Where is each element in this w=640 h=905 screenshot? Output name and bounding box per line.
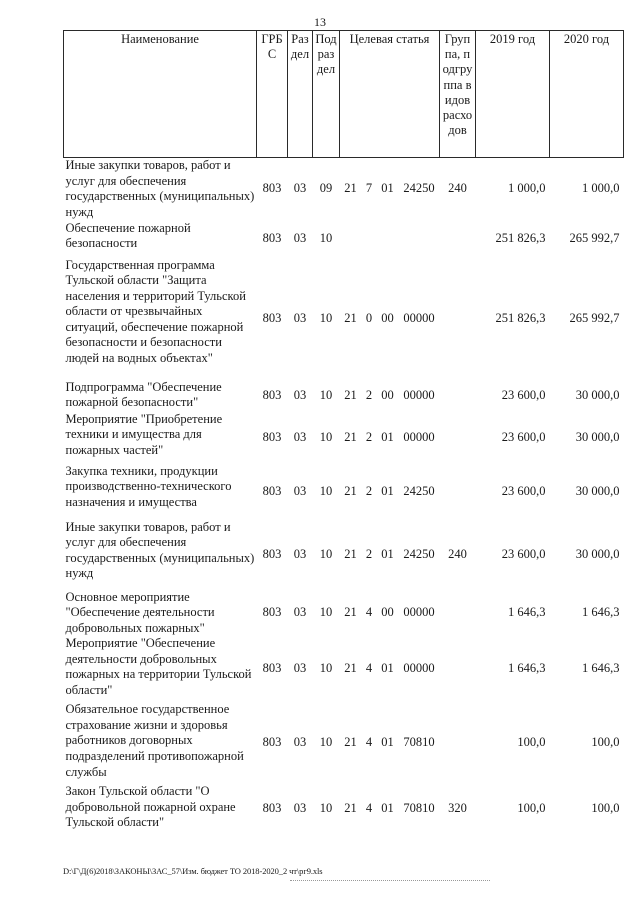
cell-name: Подпрограмма "Обеспечение пожарной безопасности": [65, 379, 222, 410]
cell-t2: 2: [365, 387, 373, 402]
cell-name: Основное мероприятие "Обеспечение деятельности добровольных пожарных": [65, 589, 215, 635]
cell-vr: [440, 590, 476, 637]
cell-rz: 03: [293, 387, 307, 402]
cell-t1: 21: [344, 661, 357, 676]
page-number: 13: [314, 15, 326, 29]
cell-t4: 70810: [403, 801, 435, 816]
cell-vr: 240: [448, 546, 467, 561]
cell-vr: 320: [448, 801, 467, 816]
table-row: [64, 158, 624, 221]
table-row: [64, 258, 624, 380]
table-row: [64, 520, 624, 590]
cell-name: Закон Тульской области "О добровольной пожарной охране Тульской области": [65, 784, 236, 830]
cell-y2020: 30 000,0: [575, 546, 620, 561]
cell-t3: [377, 221, 399, 258]
table-row: [64, 784, 624, 834]
cell-t4: 70810: [403, 735, 435, 750]
cell-vr: [440, 464, 476, 520]
table-row: [64, 590, 624, 637]
cell-pr: 10: [319, 801, 333, 816]
cell-y2019: 1 000,0: [508, 181, 546, 196]
cell-y2020: 265 992,7: [569, 231, 620, 246]
cell-t1: 21: [344, 483, 357, 498]
cell-pr: 10: [319, 661, 333, 676]
cell-t4: 00000: [403, 661, 435, 676]
cell-y2019: 1 646,3: [508, 661, 546, 676]
cell-grbs: 803: [262, 231, 282, 246]
cell-t2: 4: [365, 801, 373, 816]
cell-rz: 03: [293, 661, 307, 676]
cell-t2: 2: [365, 429, 373, 444]
header-razdel: Раздел: [288, 31, 313, 158]
cell-grbs: 803: [262, 735, 282, 750]
cell-rz: 03: [293, 546, 307, 561]
cell-rz: 03: [293, 310, 307, 325]
header-podrazdel: Подраздел: [313, 31, 340, 158]
cell-rz: 03: [293, 429, 307, 444]
cell-name: Мероприятие "Приобретение техники и имущества для пожарных частей": [65, 411, 223, 457]
footer-divider: [290, 880, 490, 881]
cell-pr: 10: [319, 483, 333, 498]
cell-t4: 00000: [403, 387, 435, 402]
cell-y2020: 1 646,3: [582, 661, 620, 676]
cell-name: Обеспечение пожарной безопасности: [65, 220, 191, 251]
cell-rz: 03: [293, 181, 307, 196]
table-body: [64, 158, 624, 835]
cell-y2019: 100,0: [517, 801, 546, 816]
cell-pr: 10: [319, 605, 333, 620]
cell-rz: 03: [293, 735, 307, 750]
cell-name: Мероприятие "Обеспечение деятельности добровольных пожарных на территории Тульской области": [65, 636, 252, 698]
budget-table: [63, 30, 624, 834]
cell-pr: 09: [319, 181, 333, 196]
file-path-footer: D:\Г\Д(6)2018\ЗАКОНЫ\ЗАС_57\Изм. бюджет ТО 2018-2020_2 чт\рг9.xls: [63, 866, 323, 876]
cell-t1: 21: [344, 429, 357, 444]
cell-vr: [440, 258, 476, 380]
cell-grbs: 803: [262, 181, 282, 196]
cell-name: Иные закупки товаров, работ и услуг для обеспечения государственных (муниципальных) нужд: [65, 519, 255, 581]
cell-t2: 2: [365, 483, 373, 498]
cell-vr: 240: [448, 181, 467, 196]
header-2019: 2019 год: [476, 31, 550, 158]
cell-y2019: 100,0: [517, 735, 546, 750]
cell-t1: [340, 221, 362, 258]
table-row: [64, 702, 624, 784]
cell-t3: 01: [381, 546, 394, 561]
cell-grbs: 803: [262, 483, 282, 498]
cell-t4: 24250: [403, 546, 435, 561]
cell-vr: [440, 702, 476, 784]
table-row: [64, 636, 624, 702]
cell-t3: 01: [381, 429, 394, 444]
cell-rz: 03: [293, 605, 307, 620]
header-2020: 2020 год: [550, 31, 624, 158]
cell-t3: 01: [381, 661, 394, 676]
cell-y2020: 1 000,0: [582, 181, 620, 196]
cell-y2019: 23 600,0: [501, 483, 546, 498]
cell-t3: 00: [381, 310, 394, 325]
table-header: [64, 31, 624, 158]
cell-y2019: 251 826,3: [495, 231, 546, 246]
cell-t3: 00: [381, 605, 394, 620]
cell-grbs: 803: [262, 801, 282, 816]
cell-pr: 10: [319, 387, 333, 402]
cell-t1: 21: [344, 801, 357, 816]
cell-t4: 00000: [403, 605, 435, 620]
cell-y2019: 23 600,0: [501, 546, 546, 561]
cell-rz: 03: [293, 231, 307, 246]
cell-t4: 00000: [403, 429, 435, 444]
cell-vr: [440, 380, 476, 412]
header-name: Наименование: [64, 31, 257, 158]
cell-pr: 10: [319, 735, 333, 750]
table-row: [64, 380, 624, 412]
cell-t1: 21: [344, 735, 357, 750]
cell-name: Обязательное государственное страхование жизни и здоровья работников договорных подразделений противопожарной службы: [65, 702, 244, 779]
cell-rz: 03: [293, 801, 307, 816]
cell-t2: 4: [365, 661, 373, 676]
cell-y2020: 100,0: [591, 801, 620, 816]
cell-grbs: 803: [262, 310, 282, 325]
cell-t3: 01: [381, 801, 394, 816]
cell-t2: 7: [365, 181, 373, 196]
cell-t1: 21: [344, 387, 357, 402]
table-row: [64, 221, 624, 258]
cell-t4: 24250: [403, 483, 435, 498]
cell-y2020: 100,0: [591, 735, 620, 750]
cell-grbs: 803: [262, 387, 282, 402]
cell-t4: [399, 221, 440, 258]
cell-t3: 00: [381, 387, 394, 402]
cell-y2019: 23 600,0: [501, 387, 546, 402]
cell-rz: 03: [293, 483, 307, 498]
header-vr-group: Группа, подгруппа видов расходов: [440, 31, 476, 158]
table-row: [64, 412, 624, 464]
cell-vr: [440, 221, 476, 258]
cell-name: Иные закупки товаров, работ и услуг для обеспечения государственных (муниципальных) нужд: [65, 158, 255, 219]
cell-t2: 0: [365, 310, 373, 325]
cell-y2020: 30 000,0: [575, 429, 620, 444]
cell-name: Закупка техники, продукции производственно-технического назначения и имущества: [65, 463, 232, 509]
cell-name: Государственная программа Тульской области "Защита населения и территорий Тульской области от чрезвычайных ситуаций, обеспечение пожарной безопасности и безопасности людей на водных объектах": [65, 257, 246, 366]
cell-t1: 21: [344, 605, 357, 620]
cell-t4: 00000: [403, 310, 435, 325]
cell-t4: 24250: [403, 181, 435, 196]
cell-y2019: 1 646,3: [508, 605, 546, 620]
cell-t2: [362, 221, 377, 258]
cell-vr: [440, 412, 476, 464]
cell-grbs: 803: [262, 546, 282, 561]
cell-y2020: 265 992,7: [569, 310, 620, 325]
cell-grbs: 803: [262, 605, 282, 620]
cell-pr: 10: [319, 310, 333, 325]
cell-t1: 21: [344, 310, 357, 325]
cell-y2020: 30 000,0: [575, 483, 620, 498]
cell-grbs: 803: [262, 429, 282, 444]
cell-t3: 01: [381, 735, 394, 750]
cell-pr: 10: [319, 546, 333, 561]
cell-t3: 01: [381, 181, 394, 196]
header-grbs: ГРБС: [257, 31, 288, 158]
cell-y2019: 23 600,0: [501, 429, 546, 444]
cell-y2019: 251 826,3: [495, 310, 546, 325]
cell-y2020: 1 646,3: [582, 605, 620, 620]
cell-y2020: 30 000,0: [575, 387, 620, 402]
cell-t1: 21: [344, 181, 357, 196]
cell-pr: 10: [319, 429, 333, 444]
cell-t2: 4: [365, 735, 373, 750]
cell-vr: [440, 636, 476, 702]
cell-t3: 01: [381, 483, 394, 498]
cell-t2: 2: [365, 546, 373, 561]
cell-t2: 4: [365, 605, 373, 620]
cell-t1: 21: [344, 546, 357, 561]
header-target: Целевая статья: [340, 31, 440, 158]
cell-grbs: 803: [262, 661, 282, 676]
table-row: [64, 464, 624, 520]
cell-pr: 10: [319, 231, 333, 246]
